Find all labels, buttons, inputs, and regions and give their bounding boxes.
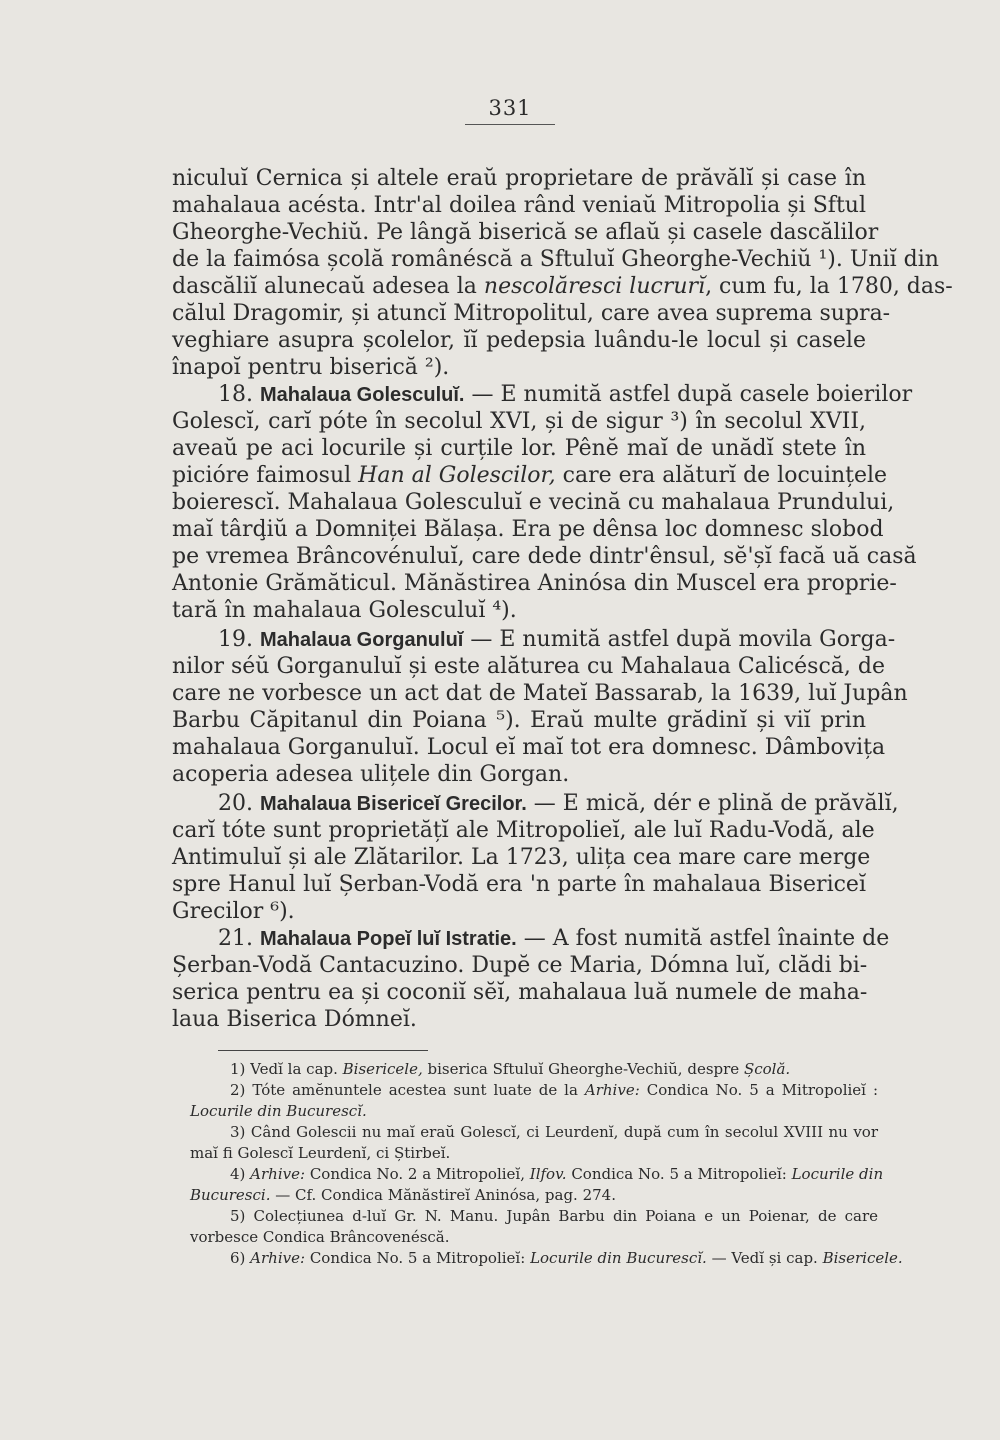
- footnote-line: Bucuresci. — Cf. Condica Mănăstireĭ Aninósa, pag. 274.: [190, 1186, 616, 1204]
- footnote-line: vorbesce Condica Brâncovenéscă.: [190, 1228, 450, 1246]
- text-line: laua Biserica Dómneĭ.: [172, 1007, 417, 1032]
- footnote-1: 1) Vedĭ la cap. Bisericele, biserica Sftuluĭ Gheorghe-Vechiŭ, despre Școlă.: [230, 1060, 791, 1078]
- text-line: de la faimósa școlă românéscă a Sftuluĭ Gheorghe-Vechiŭ ¹). Uniĭ din: [172, 247, 939, 272]
- footnote-6: 6) Arhive: Condica No. 5 a Mitropolieĭ: Locurile din Bucurescĭ. — Vedĭ și cap. Bisericele.: [230, 1249, 903, 1267]
- footnote-4: 4) Arhive: Condica No. 2 a Mitropolieĭ, Ilfov. Condica No. 5 a Mitropolieĭ: Locurile din: [230, 1165, 884, 1183]
- text-line: piciórе faimosul Han al Golescilor, care era alăturĭ de locuințele: [172, 463, 888, 488]
- footnote-line: Locurile din Bucurescĭ.: [190, 1102, 367, 1120]
- text-line: Grecilor ⁶).: [172, 899, 295, 924]
- text-line: pe vremea Brâncovénuluĭ, care dede dintr'ênsul, sĕ'șĭ facă uă casă: [172, 544, 917, 569]
- page-number-rule: [465, 124, 555, 125]
- text-line: Șerban-Vodă Cantacuzino. Dupĕ ce Maria, Dómna luĭ, clădi bi-: [172, 953, 868, 978]
- text-line: dascăliĭ alunecaŭ adesea la nescolăresci lucrurĭ, cum fu, la 1780, das-: [172, 274, 953, 299]
- text-line: aveaŭ pe aci locurile și curțile lor. Pênĕ maĭ de unădĭ stete în: [172, 436, 866, 461]
- text-line: spre Hanul luĭ Șerban-Vodă era 'n parte în mahalaua Bisericeĭ: [172, 872, 866, 897]
- footnote-line: maĭ fi Golescĭ Leurdenĭ, ci Știrbeĭ.: [190, 1144, 451, 1162]
- section-heading-19: 19. Mahalaua Gorganuluĭ — E numită astfel după movila Gorga-: [218, 627, 896, 652]
- text-line: niculuĭ Cernica și altele eraŭ proprietare de prăvălĭ și case în: [172, 166, 866, 191]
- text-line: serica pentru ea și coconiĭ sĕĭ, mahalaua luă numele de maha-: [172, 980, 868, 1005]
- section-heading-21: 21. Mahalaua Popeĭ luĭ Istratie. — A fost numită astfel înainte de: [218, 926, 890, 951]
- text-line: călul Dragomir, și atuncĭ Mitropolitul, care avea suprema supra-: [172, 301, 891, 326]
- text-line: acoperia adesea ulițele din Gorgan.: [172, 762, 570, 787]
- footnote-3: 3) Când Golescii nu maĭ eraŭ Golescĭ, ci Leurdenĭ, după cum în secolul XVIII nu vor: [230, 1123, 878, 1141]
- section-heading-20: 20. Mahalaua Bisericeĭ Grecilor. — E mică, dér e plină de prăvălĭ,: [218, 791, 899, 816]
- text-line: carĭ tóte sunt proprietățĭ ale Mitropolieĭ, ale luĭ Radu-Vodă, ale: [172, 818, 875, 843]
- text-line: tară în mahalaua Golesculuĭ ⁴).: [172, 598, 517, 623]
- text-line: înapoĭ pentru biserică ²).: [172, 355, 450, 380]
- text-line: mahalaua acésta. Intr'al doilea rând veniaŭ Mitropolia și Sftul: [172, 193, 866, 218]
- footnote-2: 2) Tóte amĕnuntele acestea sunt luate de la Arhive: Condica No. 5 a Mitropolieĭ :: [230, 1081, 878, 1099]
- text-line: nilor séŭ Gorganuluĭ și este alăturea cu Mahalaua Calicéscă, de: [172, 654, 886, 679]
- footnote-separator: [218, 1050, 428, 1051]
- text-line: boierescĭ. Mahalaua Golesculuĭ e vecină cu mahalaua Prundului,: [172, 490, 895, 515]
- text-line: Antonie Grămăticul. Mănăstirea Aninósa din Muscel era proprie-: [172, 571, 897, 596]
- section-heading-18: 18. Mahalaua Golesculuĭ. — E numită astfel după casele boierilor: [218, 382, 913, 407]
- text-line: Antimuluĭ și ale Zlătarilor. La 1723, ulița cea mare care merge: [172, 845, 871, 870]
- text-line: Barbu Căpitanul din Poiana ⁵). Eraŭ multe grădinĭ și viĭ prin: [172, 708, 866, 733]
- footnote-5: 5) Colecțiunea d-luĭ Gr. N. Manu. Jupân Barbu din Poiana e un Poienar, de care: [230, 1207, 878, 1225]
- text-line: care ne vorbesce un act dat de Mateĭ Bassarab, la 1639, luĭ Jupân: [172, 681, 908, 706]
- text-line: veghiare asupra școlelor, ĭĭ pedepsia luându-le locul și casele: [172, 328, 866, 353]
- page-number: 331: [488, 96, 532, 120]
- text-line: mahalaua Gorganuluĭ. Locul eĭ maĭ tot era domnesc. Dâmbovița: [172, 735, 886, 760]
- text-line: Golescĭ, carĭ póte în secolul XVI, și de sigur ³) în secolul XVII,: [172, 409, 866, 434]
- text-line: maĭ târḑiŭ a Domniței Bălașa. Era pe dênsa loc domnesc slobod: [172, 517, 884, 542]
- text-line: Gheorghe-Vechiŭ. Pe lângă biserică se aflaŭ și casele dascălilor: [172, 220, 879, 245]
